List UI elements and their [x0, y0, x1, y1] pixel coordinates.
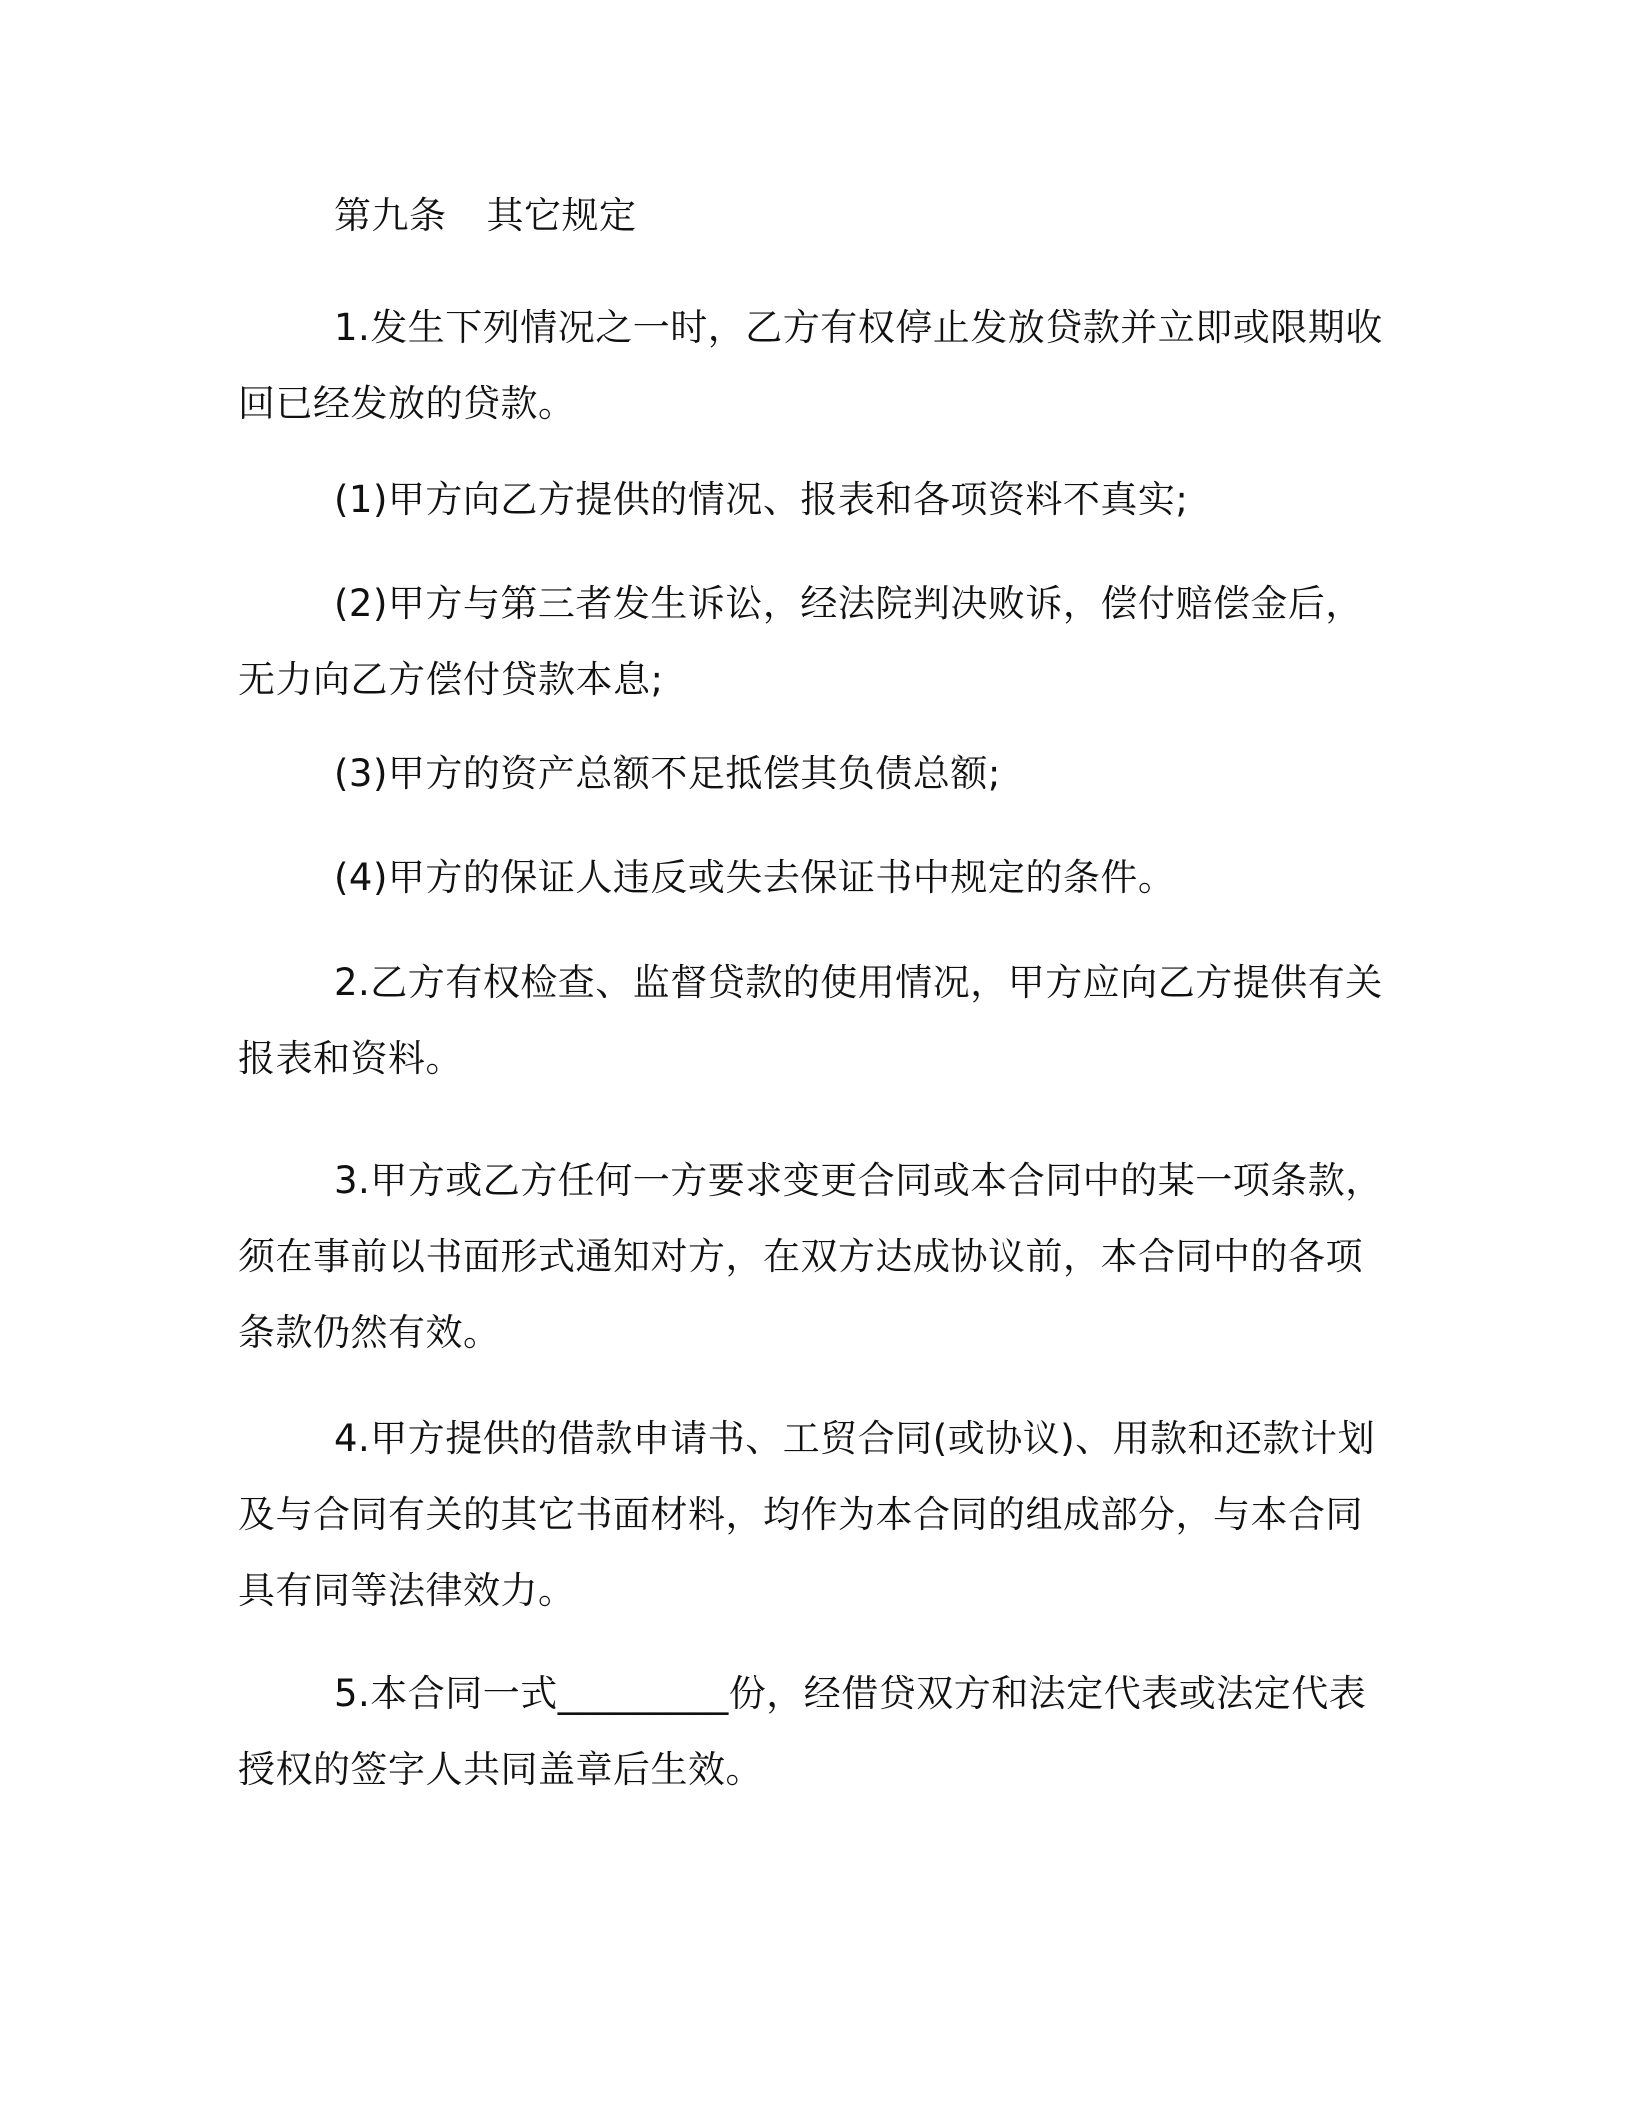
clause-1-item-1: (1)甲方向乙方提供的情况、报表和各项资料不真实;	[334, 478, 1189, 521]
clause-1-item-4: (4)甲方的保证人违反或失去保证书中规定的条件。	[334, 856, 1176, 899]
article-title: 其它规定	[486, 194, 637, 237]
clause-2: 2.乙方有权检查、监督贷款的使用情况，甲方应向乙方提供有关报表和资料。	[238, 961, 1383, 1080]
clause-4: 4.甲方提供的借款申请书、工贸合同(或协议)、用款和还款计划及与合同有关的其它书面材料，均作为本合同的组成部分，与本合同具有同等法律效力。	[238, 1417, 1376, 1612]
clause-1-item-2: (2)甲方与第三者发生诉讼，经法院判决败诉，偿付赔偿金后，无力向乙方偿付贷款本息;	[238, 582, 1363, 701]
clause-3: 3.甲方或乙方任何一方要求变更合同或本合同中的某一项条款，须在事前以书面形式通知对方，在双方达成协议前，本合同中的各项条款仍然有效。	[238, 1159, 1383, 1354]
article-number: 第九条	[334, 194, 447, 237]
article-heading	[334, 186, 637, 246]
clause-1: 1.发生下列情况之一时，乙方有权停止发放贷款并立即或限期收回已经发放的贷款。	[238, 306, 1383, 425]
clause-1-item-3: (3)甲方的资产总额不足抵偿其负债总额;	[334, 752, 1001, 795]
clause-5: 5.本合同一式_________份，经借贷双方和法定代表或法定代表授权的签字人共同盖章后生效。	[238, 1672, 1367, 1791]
